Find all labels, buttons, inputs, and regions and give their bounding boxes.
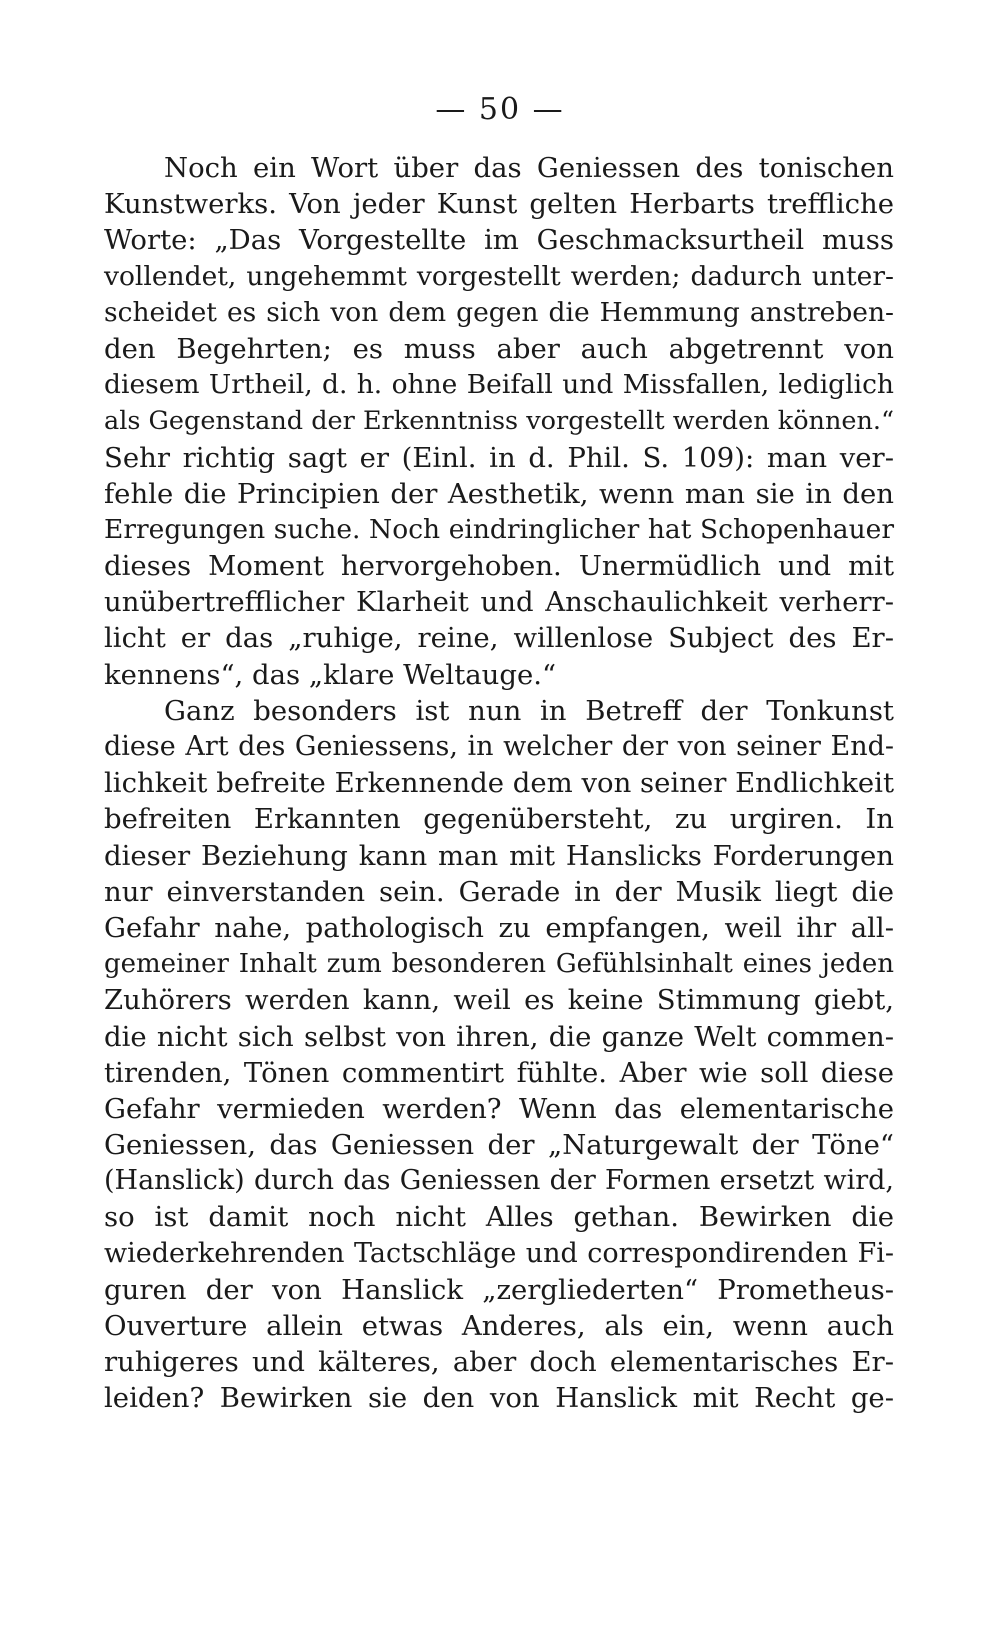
text-line: die nicht sich selbst von ihren, die ganze Welt commen- [104, 1020, 894, 1053]
text-line: fehle die Principien der Aesthetik, wenn man sie in den [104, 477, 894, 510]
text-line: lichkeit befreite Erkennende dem von seiner Endlichkeit [104, 767, 894, 800]
text-line: ruhigeres und kälteres, aber doch elementarisches Er- [104, 1346, 894, 1379]
text-line: Gefahr vermieden werden? Wenn das elementarische [104, 1092, 894, 1125]
text-line: Zuhörers werden kann, weil es keine Stimmung giebt, [104, 984, 894, 1017]
text-line: nur einverstanden sein. Gerade in der Musik liegt die [104, 875, 894, 908]
text-line: kennens“, das „klare Weltauge.“ [104, 658, 557, 691]
text-line: scheidet es sich von dem gegen die Hemmung anstreben- [104, 296, 894, 328]
text-line: Worte: „Das Vorgestellte im Geschmacksurtheil muss [104, 224, 894, 257]
text-line: Noch ein Wort über das Geniessen des tonischen [164, 152, 894, 184]
text-line: dieser Beziehung kann man mit Hanslicks Forderungen [104, 839, 894, 872]
text-line: Erregungen suche. Noch eindringlicher hat Schopenhauer [104, 513, 894, 545]
text-line: tirenden, Tönen commentirt fühlte. Aber wie soll diese [104, 1056, 894, 1089]
page-number: — 50 — [435, 92, 565, 127]
text-line: Gefahr nahe, pathologisch zu empfangen, weil ihr all- [104, 911, 894, 944]
text-line: guren der von Hanslick „zergliederten“ Prometheus- [104, 1273, 894, 1306]
text-line: den Begehrten; es muss aber auch abgetrennt von [104, 332, 894, 365]
text-line: Ouverture allein etwas Anderes, als ein, wenn auch [104, 1310, 894, 1342]
text-line: Ganz besonders ist nun in Betreff der Tonkunst [164, 694, 894, 727]
text-line: leiden? Bewirken sie den von Hanslick mit Recht ge- [104, 1382, 894, 1415]
text-line: Geniessen, das Geniessen der „Naturgewalt der Töne“ [104, 1129, 894, 1162]
paragraph-2 [104, 693, 894, 1417]
text-line: Sehr richtig sagt er (Einl. in d. Phil. S. 109): man ver- [104, 441, 894, 474]
text-line: wiederkehrenden Tactschläge und correspondirenden Fi- [104, 1237, 894, 1269]
text-line: als Gegenstand der Erkenntniss vorgestellt werden können.“ [104, 406, 895, 437]
text-line: gemeiner Inhalt zum besonderen Gefühlsinhalt eines jeden [104, 949, 894, 980]
text-line: dieses Moment hervorgehoben. Unermüdlich und mit [104, 550, 894, 583]
text-line: diesem Urtheil, d. h. ohne Beifall und Missfallen, lediglich [104, 369, 894, 401]
text-line: licht er das „ruhige, reine, willenlose Subject des Er- [104, 622, 894, 655]
text-line: so ist damit noch nicht Alles gethan. Bewirken die [104, 1201, 894, 1234]
text-line: befreiten Erkannten gegenübersteht, zu urgiren. In [104, 803, 894, 836]
text-line: vollendet, ungehemmt vorgestellt werden; dadurch unter- [104, 260, 894, 292]
text-line: Kunstwerks. Von jeder Kunst gelten Herbarts treffliche [104, 188, 894, 221]
paragraph-1 [104, 150, 894, 693]
text-line: (Hanslick) durch das Geniessen der Formen ersetzt wird, [104, 1165, 894, 1197]
body-text [104, 150, 894, 1417]
text-line: diese Art des Geniessens, in welcher der von seiner End- [104, 731, 894, 762]
text-line: unübertrefflicher Klarheit und Anschaulichkeit verherr- [104, 586, 894, 619]
